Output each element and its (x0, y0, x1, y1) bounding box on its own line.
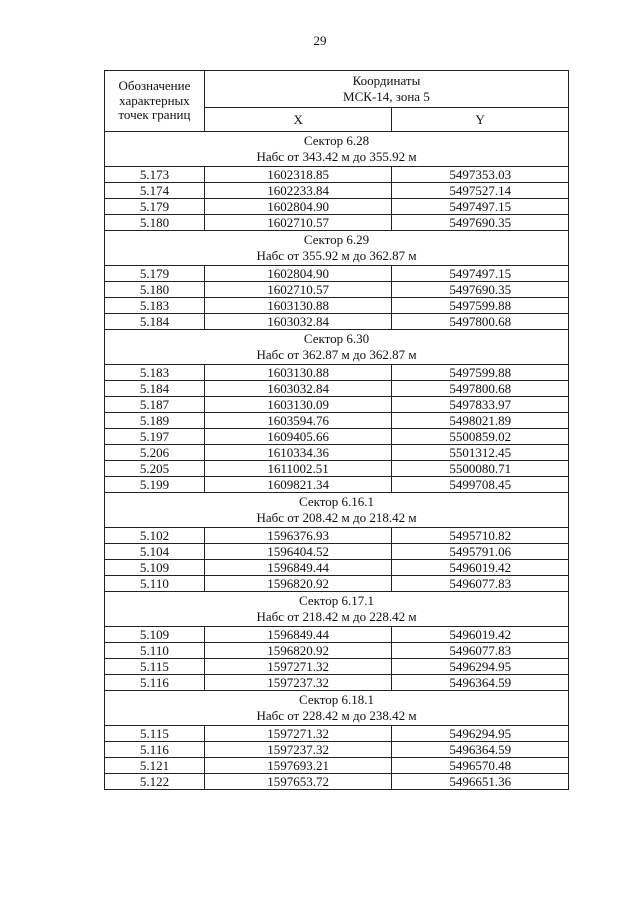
coordinates-table (104, 70, 569, 790)
x-coordinate-cell: 1596376.93 (204, 528, 392, 544)
sector-height-range: Набс от 343.42 м до 355.92 м (256, 149, 417, 164)
point-id-cell: 5.199 (105, 477, 205, 493)
table-row (105, 445, 569, 461)
table-row (105, 266, 569, 282)
sector-header-row (105, 691, 569, 726)
sector-height-range: Набс от 218.42 м до 228.42 м (256, 609, 417, 624)
x-coordinate-cell: 1597693.21 (204, 758, 392, 774)
table-row (105, 282, 569, 298)
x-coordinate-cell: 1603594.76 (204, 413, 392, 429)
sector-height-range: Набс от 355.92 м до 362.87 м (256, 248, 417, 263)
x-coordinate-cell: 1602710.57 (204, 215, 392, 231)
sector-title: Сектор 6.28 (303, 133, 370, 148)
point-designation-header (105, 71, 205, 132)
table-row (105, 381, 569, 397)
point-id-cell: 5.180 (105, 215, 205, 231)
sector-title: Сектор 6.16.1 (298, 494, 374, 509)
y-coordinate-cell: 5496364.59 (392, 742, 569, 758)
y-coordinate-cell: 5501312.45 (392, 445, 569, 461)
y-coordinate-cell: 5496651.36 (392, 774, 569, 790)
y-coordinate-cell: 5495791.06 (392, 544, 569, 560)
y-coordinate-cell: 5496019.42 (392, 560, 569, 576)
x-coordinate-cell: 1602710.57 (204, 282, 392, 298)
point-label-line-1: Обозначение (118, 77, 191, 93)
sector-height-range: Набс от 228.42 м до 238.42 м (256, 708, 417, 723)
point-id-cell: 5.110 (105, 643, 205, 659)
y-coordinate-cell: 5497497.15 (392, 266, 569, 282)
x-coordinate-cell: 1602318.85 (204, 167, 392, 183)
sector-title: Сектор 6.30 (303, 331, 370, 346)
table-row (105, 314, 569, 330)
sector-height-range: Набс от 208.42 м до 218.42 м (256, 510, 417, 525)
point-id-cell: 5.184 (105, 314, 205, 330)
y-coordinate-cell: 5497690.35 (392, 215, 569, 231)
table-row (105, 758, 569, 774)
point-id-cell: 5.179 (105, 266, 205, 282)
table-row (105, 659, 569, 675)
x-coordinate-cell: 1603032.84 (204, 314, 392, 330)
point-id-cell: 5.121 (105, 758, 205, 774)
table-row (105, 643, 569, 659)
point-label-line-2: характерных (119, 92, 190, 108)
table-row (105, 199, 569, 215)
x-coordinate-cell: 1602804.90 (204, 266, 392, 282)
point-id-cell: 5.174 (105, 183, 205, 199)
sector-header (105, 330, 569, 365)
y-coordinate-cell: 5496570.48 (392, 758, 569, 774)
x-coordinate-cell: 1609821.34 (204, 477, 392, 493)
y-coordinate-cell: 5497353.03 (392, 167, 569, 183)
point-id-cell: 5.183 (105, 298, 205, 314)
sector-header-row (105, 493, 569, 528)
table-row (105, 675, 569, 691)
point-id-cell: 5.110 (105, 576, 205, 592)
table-row (105, 774, 569, 790)
point-id-cell: 5.109 (105, 560, 205, 576)
y-coordinate-cell: 5499708.45 (392, 477, 569, 493)
x-coordinate-cell: 1597237.32 (204, 742, 392, 758)
x-coordinate-cell: 1610334.36 (204, 445, 392, 461)
point-id-cell: 5.183 (105, 365, 205, 381)
point-id-cell: 5.116 (105, 742, 205, 758)
table-row (105, 365, 569, 381)
x-coordinate-cell: 1602233.84 (204, 183, 392, 199)
table-row (105, 183, 569, 199)
point-id-cell: 5.180 (105, 282, 205, 298)
point-id-cell: 5.109 (105, 627, 205, 643)
table-row (105, 298, 569, 314)
table-row (105, 560, 569, 576)
coordinates-title: Координаты (352, 73, 421, 89)
x-coordinate-cell: 1609405.66 (204, 429, 392, 445)
x-coordinate-cell: 1596820.92 (204, 576, 392, 592)
point-id-cell: 5.187 (105, 397, 205, 413)
y-coordinate-cell: 5496019.42 (392, 627, 569, 643)
x-coordinate-cell: 1596849.44 (204, 560, 392, 576)
sector-header (105, 493, 569, 528)
point-label-line-3: точек границ (118, 107, 191, 123)
point-id-cell: 5.116 (105, 675, 205, 691)
y-coordinate-cell: 5497833.97 (392, 397, 569, 413)
y-coordinate-cell: 5500080.71 (392, 461, 569, 477)
y-coordinate-cell: 5497497.15 (392, 199, 569, 215)
y-coordinate-cell: 5497690.35 (392, 282, 569, 298)
y-coordinate-cell: 5497800.68 (392, 314, 569, 330)
y-column-header: Y (392, 108, 569, 132)
point-id-cell: 5.122 (105, 774, 205, 790)
y-coordinate-cell: 5497800.68 (392, 381, 569, 397)
x-coordinate-cell: 1597653.72 (204, 774, 392, 790)
table-row (105, 576, 569, 592)
x-coordinate-cell: 1597271.32 (204, 726, 392, 742)
coordinate-system: МСК-14, зона 5 (343, 89, 430, 104)
point-id-cell: 5.206 (105, 445, 205, 461)
y-coordinate-cell: 5498021.89 (392, 413, 569, 429)
table-header (105, 71, 569, 132)
point-id-cell: 5.102 (105, 528, 205, 544)
point-id-cell: 5.205 (105, 461, 205, 477)
x-coordinate-cell: 1603130.88 (204, 298, 392, 314)
y-coordinate-cell: 5500859.02 (392, 429, 569, 445)
table-row (105, 742, 569, 758)
x-coordinate-cell: 1596849.44 (204, 627, 392, 643)
point-id-cell: 5.197 (105, 429, 205, 445)
table-row (105, 477, 569, 493)
y-coordinate-cell: 5497527.14 (392, 183, 569, 199)
x-coordinate-cell: 1596820.92 (204, 643, 392, 659)
table-row (105, 528, 569, 544)
table-row (105, 167, 569, 183)
table-row (105, 544, 569, 560)
sector-title: Сектор 6.17.1 (298, 593, 374, 608)
sector-title: Сектор 6.29 (303, 232, 370, 247)
sector-header (105, 592, 569, 627)
point-id-cell: 5.184 (105, 381, 205, 397)
sector-header-row (105, 330, 569, 365)
table-row (105, 726, 569, 742)
y-coordinate-cell: 5496077.83 (392, 576, 569, 592)
sector-header-row (105, 231, 569, 266)
sector-header-row (105, 592, 569, 627)
x-coordinate-cell: 1602804.90 (204, 199, 392, 215)
y-coordinate-cell: 5496294.95 (392, 659, 569, 675)
x-coordinate-cell: 1603130.88 (204, 365, 392, 381)
y-coordinate-cell: 5496077.83 (392, 643, 569, 659)
x-column-header: X (204, 108, 392, 132)
y-coordinate-cell: 5495710.82 (392, 528, 569, 544)
sector-header-row (105, 132, 569, 167)
table-row (105, 397, 569, 413)
x-coordinate-cell: 1596404.52 (204, 544, 392, 560)
x-coordinate-cell: 1611002.51 (204, 461, 392, 477)
point-id-cell: 5.173 (105, 167, 205, 183)
point-id-cell: 5.115 (105, 659, 205, 675)
y-coordinate-cell: 5496294.95 (392, 726, 569, 742)
point-id-cell: 5.179 (105, 199, 205, 215)
x-coordinate-cell: 1603130.09 (204, 397, 392, 413)
point-id-cell: 5.115 (105, 726, 205, 742)
page-number: 29 (313, 33, 327, 48)
x-coordinate-cell: 1597271.32 (204, 659, 392, 675)
point-id-cell: 5.189 (105, 413, 205, 429)
coordinates-header (204, 71, 568, 108)
table-row (105, 461, 569, 477)
point-id-cell: 5.104 (105, 544, 205, 560)
x-coordinate-cell: 1603032.84 (204, 381, 392, 397)
table-row (105, 215, 569, 231)
sector-header (105, 231, 569, 266)
sector-title: Сектор 6.18.1 (298, 692, 374, 707)
table-row (105, 627, 569, 643)
sector-header (105, 691, 569, 726)
x-coordinate-cell: 1597237.32 (204, 675, 392, 691)
sector-header (105, 132, 569, 167)
y-coordinate-cell: 5496364.59 (392, 675, 569, 691)
y-coordinate-cell: 5497599.88 (392, 365, 569, 381)
sector-height-range: Набс от 362.87 м до 362.87 м (256, 347, 417, 362)
y-coordinate-cell: 5497599.88 (392, 298, 569, 314)
table-row (105, 413, 569, 429)
table-body (105, 132, 569, 790)
table-row (105, 429, 569, 445)
